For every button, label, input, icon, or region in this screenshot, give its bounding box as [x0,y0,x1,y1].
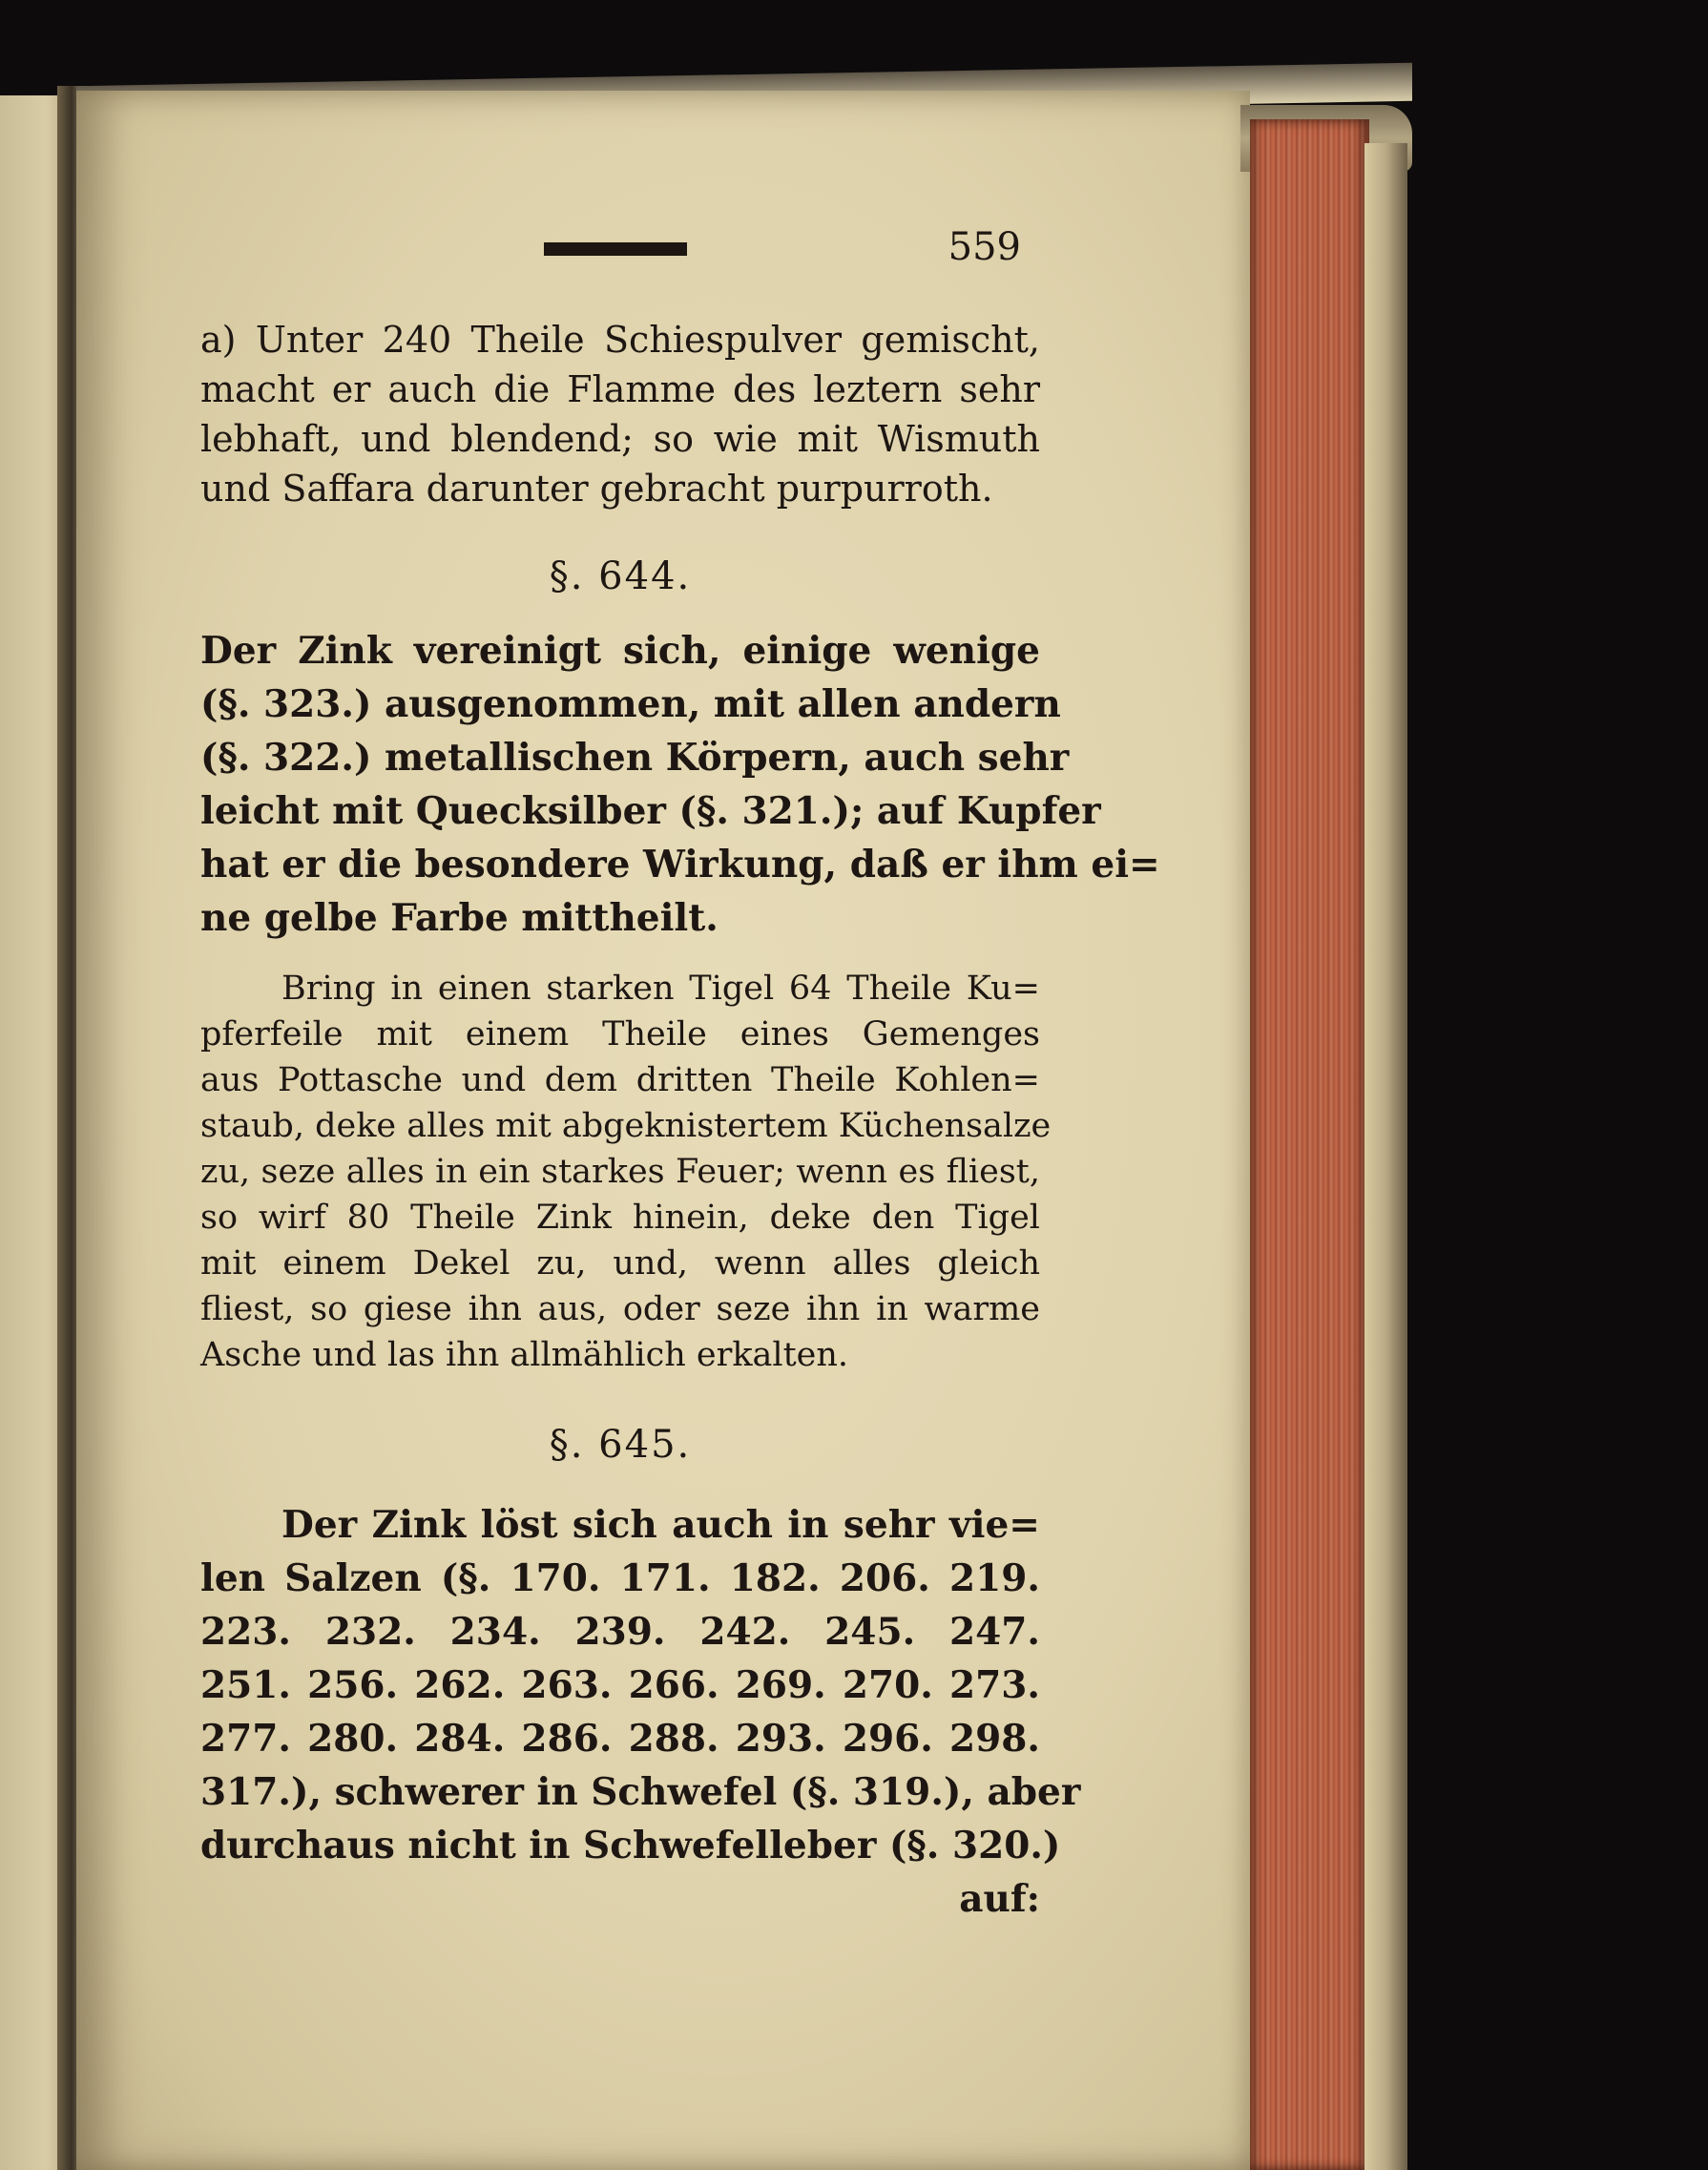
text-line: Asche und las ihn allmählich erkalten. [200,1336,849,1374]
text-line: Der Zink löst sich auch in sehr vie= [281,1503,1040,1547]
text-line: hat er die besondere Wirkung, daß er ihm ei= [200,843,1160,887]
text-line: macht er auch die Flamme des leztern sehr [200,368,1040,410]
text-line: lebhaft, und blendend; so wie mit Wismuth [200,418,1040,460]
text-line: durchaus nicht in Schwefelleber (§. 320.) [200,1824,1061,1867]
text-line: 251. 256. 262. 263. 266. 269. 270. 273. [200,1663,1040,1707]
text-line: so wirf 80 Theile Zink hinein, deke den Tigel [200,1199,1040,1237]
text-line: Bring in einen starken Tigel 64 Theile Ku= [281,970,1040,1008]
text-line: zu, seze alles in ein starkes Feuer; wenn es fliest, [200,1153,1040,1191]
running-header [544,225,1021,286]
text-line: 317.), schwerer in Schwefel (§. 319.), aber [200,1770,1081,1814]
header-rule [544,242,687,256]
section-645-paragraph-1 [200,1498,1081,1926]
text-line: Der Zink vereinigt sich, einige wenige [200,629,1040,673]
text-line: aus Pottasche und dem dritten Theile Kohlen= [200,1061,1040,1099]
text-block [200,315,1160,1926]
page-number: 559 [948,225,1021,269]
text-line: pferfeile mit einem Theile eines Gemenges [200,1015,1040,1054]
text-line: ne gelbe Farbe mittheilt. [200,896,719,940]
section-644-paragraph-1 [200,624,1160,945]
page-block-fore-edge [1250,119,1369,2170]
text-line: staub, deke alles mit abgeknistertem Küchensalze [200,1107,1052,1145]
text-line: a) Unter 240 Theile Schiespulver gemischt, [200,319,1040,361]
text-line: (§. 323.) ausgenommen, mit allen andern [200,682,1061,726]
section-heading-645: §. 645. [549,1423,692,1467]
text-line: len Salzen (§. 170. 171. 182. 206. 219. [200,1556,1040,1600]
text-line: leicht mit Quecksilber (§. 321.); auf Kupfer [200,789,1101,833]
footnote-a [200,315,1040,513]
cover-board-edge [1364,143,1407,2170]
section-644-paragraph-2 [200,966,1052,1378]
text-line: 277. 280. 284. 286. 288. 293. 296. 298. [200,1717,1040,1761]
text-line: und Saffara darunter gebracht purpurroth. [200,468,993,510]
section-heading-644: §. 644. [549,554,692,598]
text-line: 223. 232. 234. 239. 242. 245. 247. [200,1610,1040,1654]
text-line: mit einem Dekel zu, und, wenn alles gleich [200,1244,1040,1283]
catchword: auf: [959,1877,1040,1921]
text-line: (§. 322.) metallischen Körpern, auch sehr [200,736,1070,780]
text-line: fliest, so giese ihn aus, oder seze ihn in warme [200,1290,1040,1328]
